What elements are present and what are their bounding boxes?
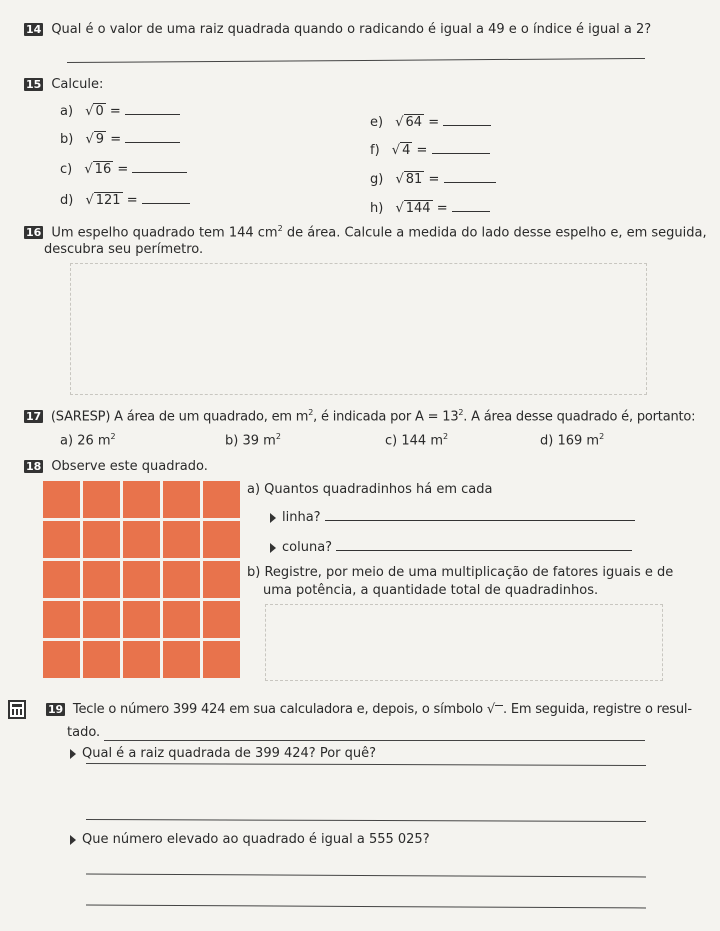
grid-cell xyxy=(43,481,80,518)
grid-cell xyxy=(163,561,200,598)
sqrt-symbol-icon: √ xyxy=(487,702,503,717)
option-a[interactable] xyxy=(60,432,116,448)
item-letter: e) xyxy=(370,115,384,130)
option-value: 26 m xyxy=(77,433,111,449)
question-19-item-2 xyxy=(70,832,430,847)
answer-box[interactable] xyxy=(265,604,663,681)
radicand: 144 xyxy=(405,201,431,216)
equals-sign: = xyxy=(126,193,138,208)
grid-cell xyxy=(203,481,240,518)
item-label: coluna? xyxy=(282,540,333,555)
question-text: Um espelho quadrado tem 144 cm xyxy=(51,225,278,241)
equals-sign: = xyxy=(436,201,448,216)
superscript: 2 xyxy=(458,408,464,417)
radicand: 64 xyxy=(405,115,423,130)
question-18b-cont xyxy=(263,583,598,598)
answer-blank[interactable] xyxy=(444,182,496,183)
question-text: a) Quantos quadradinhos há em cada xyxy=(247,482,493,497)
option-value: 169 m xyxy=(557,433,600,449)
equals-sign: = xyxy=(428,172,440,187)
answer-blank[interactable] xyxy=(336,550,632,551)
item-15f: f) √ 4 = xyxy=(370,143,490,158)
superscript: 2 xyxy=(599,432,605,441)
radicand: 121 xyxy=(95,193,121,208)
item-15d: d) √ 121 = xyxy=(60,193,190,208)
question-text: Tecle o número 399 424 em sua calculadora e, depois, o símbolo xyxy=(72,702,483,717)
grid-cell xyxy=(43,521,80,558)
answer-blank[interactable] xyxy=(125,142,180,143)
answer-line[interactable] xyxy=(67,58,645,63)
item-letter: b) xyxy=(60,132,74,147)
option-letter: a) xyxy=(60,433,74,449)
answer-blank[interactable] xyxy=(142,203,190,204)
question-number: 14 xyxy=(26,23,42,36)
question-text: tado. xyxy=(67,725,101,740)
question-18 xyxy=(24,459,208,474)
question-number: 16 xyxy=(26,226,42,240)
superscript: 2 xyxy=(442,432,449,441)
answer-box[interactable] xyxy=(70,263,647,395)
question-title: Calcule: xyxy=(51,77,104,92)
grid-cell xyxy=(83,481,120,518)
grid-cell xyxy=(43,641,80,678)
question-text: Observe este quadrado. xyxy=(51,459,208,474)
superscript: 2 xyxy=(308,408,314,417)
superscript: 2 xyxy=(110,432,116,441)
grid-cell xyxy=(123,481,160,518)
grid-cell xyxy=(83,641,120,678)
question-number: 17 xyxy=(26,410,41,424)
grid-cell xyxy=(43,601,80,638)
item-coluna xyxy=(270,540,632,555)
question-15 xyxy=(24,77,103,92)
grid-cell xyxy=(43,561,80,598)
radicand: 81 xyxy=(405,172,423,187)
item-letter: h) xyxy=(370,201,384,216)
answer-line[interactable] xyxy=(86,763,646,766)
question-text: Qual é o valor de uma raiz quadrada quando o radicando é igual a 49 e o índice é igual a 2? xyxy=(51,22,652,37)
question-text: , é indicada por A = 13 xyxy=(313,409,459,425)
question-16-cont xyxy=(44,242,203,257)
radicand: 0 xyxy=(95,104,104,119)
grid-cell xyxy=(203,561,240,598)
item-letter: d) xyxy=(60,193,74,208)
question-text: de área. Calcule a medida do lado desse espelho e, em seguida, xyxy=(282,225,707,241)
item-15b: b) √ 9 = xyxy=(60,132,180,147)
equals-sign: = xyxy=(109,104,121,119)
question-number: 15 xyxy=(26,78,42,91)
grid-cell xyxy=(83,561,120,598)
grid-cell xyxy=(203,521,240,558)
grid-cell xyxy=(163,481,200,518)
grid-cell xyxy=(83,521,120,558)
item-15a: a) √ 0 = xyxy=(60,104,180,119)
question-19-item-1 xyxy=(70,746,376,761)
option-value: 144 m xyxy=(401,433,443,449)
item-letter: g) xyxy=(370,172,384,187)
question-19-cont xyxy=(67,725,100,740)
superscript: 2 xyxy=(275,432,281,441)
item-letter: a) xyxy=(60,104,74,119)
question-text: uma potência, a quantidade total de quadradinhos. xyxy=(263,583,599,598)
grid-cell xyxy=(203,641,240,678)
bullet-icon xyxy=(270,513,276,523)
radicand: 9 xyxy=(95,132,105,147)
question-text: (SARESP) A área de um quadrado, em m xyxy=(50,409,309,425)
item-15c: c) √ 16 = xyxy=(60,162,187,177)
question-text: . A área desse quadrado é, portanto: xyxy=(463,409,696,425)
item-label: linha? xyxy=(282,510,321,525)
item-15g: g) √ 81 = xyxy=(370,172,496,187)
grid-cell xyxy=(163,601,200,638)
option-d[interactable] xyxy=(540,432,604,448)
option-letter: b) xyxy=(225,433,239,449)
equals-sign: = xyxy=(416,143,428,158)
grid-cell xyxy=(123,601,160,638)
answer-blank[interactable] xyxy=(452,211,490,212)
answer-line[interactable] xyxy=(104,740,645,741)
equals-sign: = xyxy=(428,115,440,130)
answer-blank[interactable] xyxy=(132,172,187,173)
calculator-icon xyxy=(8,700,26,719)
bullet-icon xyxy=(70,835,76,845)
item-15h: h) √ 144 = xyxy=(370,201,490,216)
superscript: 2 xyxy=(277,224,283,233)
answer-blank[interactable] xyxy=(125,114,180,115)
radicand: 16 xyxy=(94,162,112,177)
radicand: 4 xyxy=(402,143,411,158)
grid-cell xyxy=(203,601,240,638)
question-18b xyxy=(247,565,673,580)
grid-cell xyxy=(163,521,200,558)
grid-cell xyxy=(123,521,160,558)
answer-line[interactable] xyxy=(86,874,646,878)
item-15e: e) √ 64 = xyxy=(370,115,491,130)
answer-blank[interactable] xyxy=(443,125,491,126)
option-letter: c) xyxy=(385,433,398,449)
answer-line[interactable] xyxy=(86,905,646,909)
option-b[interactable] xyxy=(225,432,281,448)
question-16 xyxy=(24,224,707,240)
orange-square-grid xyxy=(43,481,240,678)
grid-cell xyxy=(163,641,200,678)
question-number: 19 xyxy=(48,703,63,716)
equals-sign: = xyxy=(117,162,129,177)
option-letter: d) xyxy=(540,433,554,449)
question-number: 18 xyxy=(26,460,42,473)
grid-cell xyxy=(123,641,160,678)
question-19 xyxy=(46,702,692,717)
item-linha xyxy=(270,510,635,525)
question-text: descubra seu perímetro. xyxy=(44,242,204,257)
item-letter: f) xyxy=(370,143,380,158)
equals-sign: = xyxy=(110,132,122,147)
answer-blank[interactable] xyxy=(432,153,490,154)
question-text: Que número elevado ao quadrado é igual a 555 025? xyxy=(82,832,430,847)
item-letter: c) xyxy=(60,162,73,177)
bullet-icon xyxy=(70,749,76,759)
question-text: b) Registre, por meio de uma multiplicação de fatores iguais e de xyxy=(247,565,674,580)
bullet-icon xyxy=(270,543,276,553)
question-17 xyxy=(24,408,695,424)
option-value: 39 m xyxy=(242,433,276,449)
answer-blank[interactable] xyxy=(325,520,635,521)
grid-cell xyxy=(123,561,160,598)
question-text: . Em seguida, registre o resul- xyxy=(502,702,692,717)
grid-cell xyxy=(83,601,120,638)
question-text: Qual é a raiz quadrada de 399 424? Por quê? xyxy=(82,746,377,761)
option-c[interactable] xyxy=(385,432,448,448)
question-18a xyxy=(247,482,493,497)
question-14 xyxy=(24,22,651,37)
answer-line[interactable] xyxy=(86,819,646,822)
